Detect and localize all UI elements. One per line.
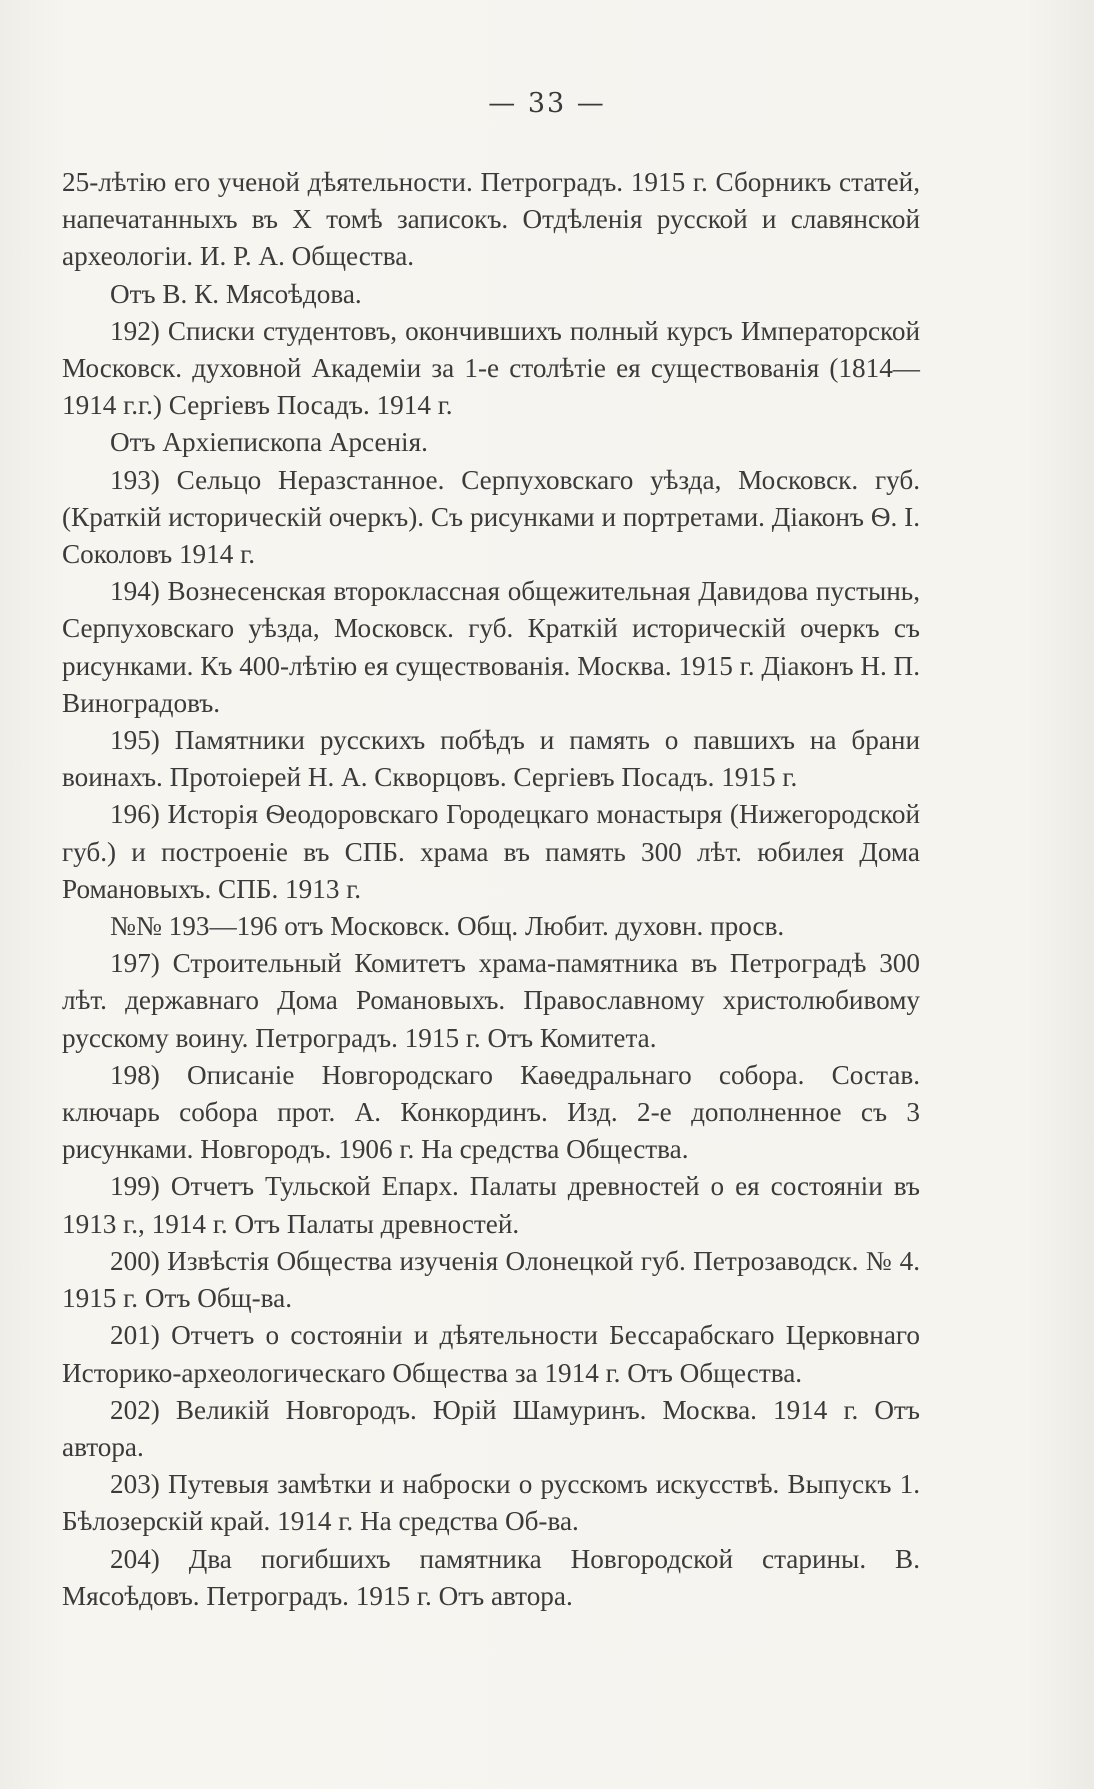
catalog-entry-198: 198) Описаніе Новгородскаго Каѳедральнаго собора. Состав. ключарь собора прот. А. Конкординъ. Изд. 2-е дополненное съ 3 рисунками. Новгородъ. 1906 г. На средства Общества.: [62, 1059, 920, 1165]
catalog-entry-192: 192) Списки студентовъ, окончившихъ полный курсъ Императорской Московск. духовной Академіи за 1-е столѣтіе ея существованія (1814—1914 г.г.) Сергіевъ Посадъ. 1914 г.: [62, 315, 920, 421]
catalog-entry-197: 197) Строительный Комитетъ храма-памятника въ Петроградѣ 300 лѣт. державнаго Дома Романовыхъ. Православному христолюбивому русскому воину. Петроградъ. 1915 г. Отъ Комитета.: [62, 948, 920, 1053]
page-body: [62, 164, 920, 1615]
catalog-entry-200: 200) Извѣстія Общества изученія Олонецкой губ. Петрозаводск. № 4. 1915 г. Отъ Общ-ва.: [62, 1245, 920, 1314]
paragraph-donor: Отъ В. К. Мясоѣдова.: [110, 278, 362, 309]
paragraph-continuation: 25-лѣтію его ученой дѣятельности. Петроградъ. 1915 г. Сборникъ статей, напечатанныхъ въ X томѣ записокъ. Отдѣленія русской и славянской археологіи. И. Р. А. Общества.: [62, 167, 920, 272]
paragraph-donor: №№ 193—196 отъ Московск. Общ. Любит. духовн. просв.: [110, 911, 785, 942]
catalog-entry-196: 196) Исторія Ѳеодоровскаго Городецкаго монастыря (Нижегородской губ.) и построеніе въ СПБ. храма въ память 300 лѣт. юбилея Дома Романовыхъ. СПБ. 1913 г.: [62, 799, 920, 904]
catalog-entry-202: 202) Великій Новгородъ. Юрій Шамуринъ. Москва. 1914 г. Отъ автора.: [62, 1394, 920, 1462]
catalog-entry-203: 203) Путевыя замѣтки и наброски о русскомъ искусствѣ. Выпускъ 1. Бѣлозерскій край. 1914 г. На средства Об-ва.: [62, 1469, 920, 1537]
page-number: — 33 —: [488, 88, 606, 119]
catalog-entry-204: 204) Два погибшихъ памятника Новгородской старины. В. Мясоѣдовъ. Петроградъ. 1915 г. Отъ автора.: [62, 1543, 920, 1611]
catalog-entry-193: 193) Сельцо Неразстанное. Серпуховскаго уѣзда, Московск. губ. (Краткій историческій очеркъ). Съ рисунками и портретами. Діаконъ Ѳ. І. Соколовъ 1914 г.: [62, 464, 920, 570]
catalog-entry-199: 199) Отчетъ Тульской Епарх. Палаты древностей о ея состояніи въ 1913 г., 1914 г. Отъ Палаты древностей.: [62, 1171, 920, 1239]
catalog-entry-201: 201) Отчетъ о состояніи и дѣятельности Бессарабскаго Церковнаго Историко-археологическаго Общества за 1914 г. Отъ Общества.: [62, 1320, 920, 1388]
paragraph-donor: Отъ Архіепископа Арсенія.: [110, 427, 428, 458]
catalog-entry-194: 194) Вознесенская второклассная общежительная Давидова пустынь, Серпуховскаго уѣзда, Московск. губ. Краткій историческій очеркъ съ рисунками. Къ 400-лѣтію ея существованія. Москва. 1915 г. Діаконъ Н. П. Виноградовъ.: [62, 576, 920, 718]
catalog-entry-195: 195) Памятники русскихъ побѣдъ и память о павшихъ на брани воинахъ. Протоіерей Н. А. Скворцовъ. Сергіевъ Посадъ. 1915 г.: [62, 725, 920, 793]
